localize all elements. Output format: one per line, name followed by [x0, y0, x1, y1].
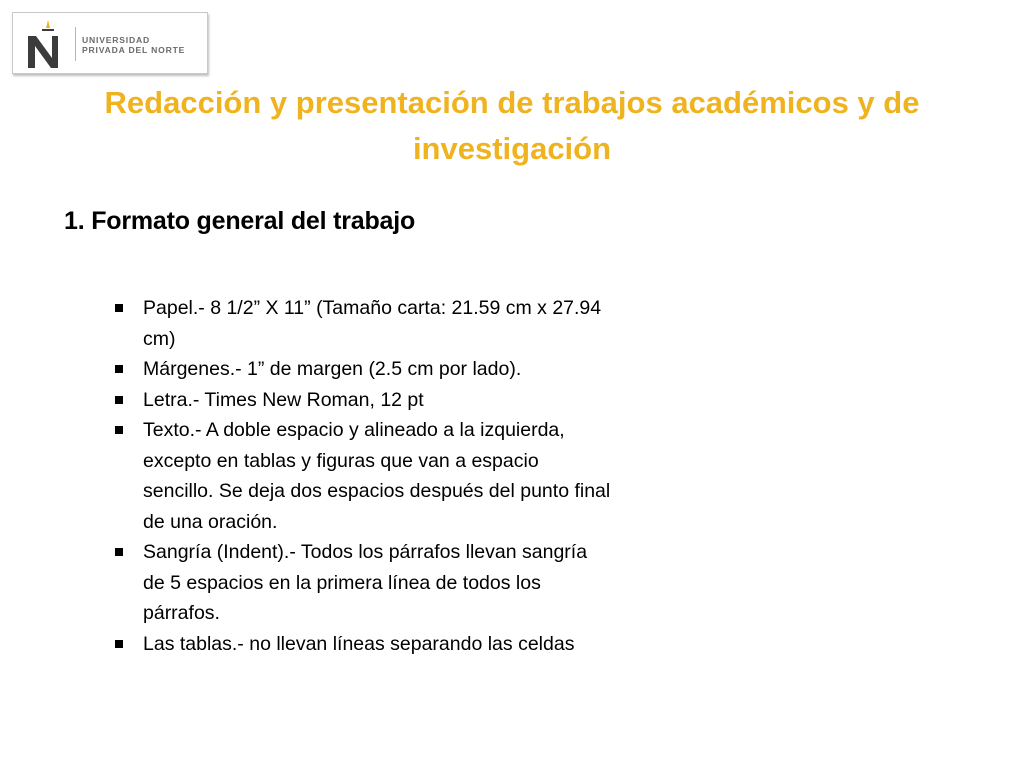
bullet-item-margins	[112, 354, 612, 385]
logo-line-1: UNIVERSIDAD	[82, 35, 151, 45]
bullet-text: Texto.- A doble espacio y alineado a la izquierda, excepto en tablas y figuras que van a espacio sencillo. Se deja dos espacios después del punto final de una oración.	[143, 419, 611, 533]
bullet-item-font	[112, 385, 612, 416]
square-bullet-icon	[115, 640, 123, 648]
section-heading: 1. Formato general del trabajo	[64, 207, 416, 235]
bullet-text: Letra.- Times New Roman, 12 pt	[143, 388, 424, 411]
bullet-item-paper	[112, 293, 612, 354]
square-bullet-icon	[115, 548, 123, 556]
bullet-text: Márgenes.- 1” de margen (2.5 cm por lado).	[143, 358, 522, 380]
square-bullet-icon	[115, 365, 123, 373]
university-logo	[12, 12, 208, 74]
bullet-item-text	[112, 415, 612, 537]
square-bullet-icon	[115, 396, 123, 404]
square-bullet-icon	[115, 304, 123, 312]
logo-wordmark	[82, 35, 185, 55]
bullet-item-tables	[112, 629, 612, 660]
logo-line-2: PRIVADA DEL NORTE	[82, 45, 186, 55]
bullet-text: Papel.- 8 1/2” X 11” (Tamaño carta: 21.59 cm x 27.94 cm)	[143, 297, 602, 350]
square-bullet-icon	[115, 426, 123, 434]
upn-logo-icon	[25, 19, 63, 69]
bullet-list	[112, 293, 612, 659]
bullet-text: Sangría (Indent).- Todos los párrafos llevan sangría de 5 espacios en la primera línea de todos los párrafos.	[143, 541, 588, 624]
slide-title: Redacción y presentación de trabajos académicos y de investigación	[104, 85, 920, 166]
bullet-text: Las tablas.- no llevan líneas separando las celdas	[143, 632, 575, 655]
bullet-item-indent	[112, 537, 612, 629]
logo-divider	[75, 27, 76, 61]
